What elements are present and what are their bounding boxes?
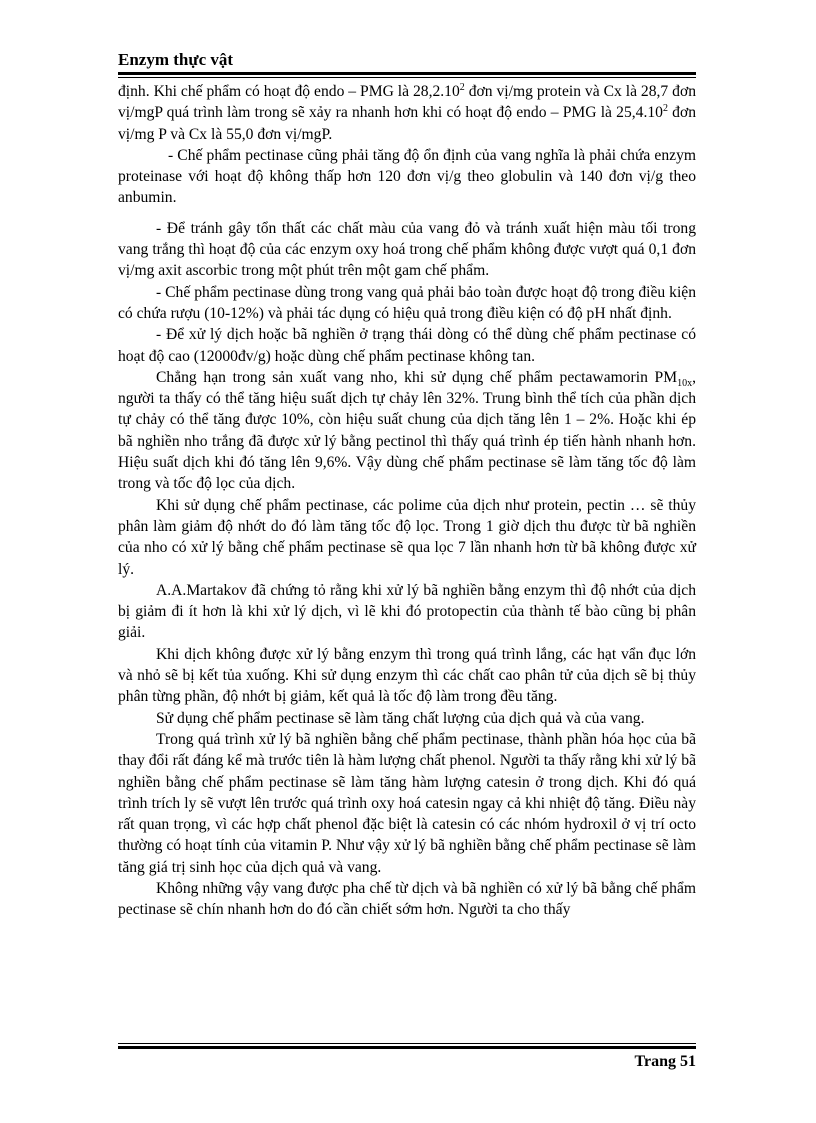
- paragraph-2: - Chế phẩm pectinase cũng phải tăng độ ổn định của vang nghĩa là phải chứa enzym proteinase với hoạt độ không thấp hơn 120 đơn vị/g theo globulin và 140 đơn vị/g theo anbumin.: [118, 146, 696, 207]
- footer-rule-thin: [118, 1043, 696, 1044]
- paragraph-7: Khi sử dụng chế phẩm pectinase, các polime của dịch như protein, pectin … sẽ thủy phân làm giảm độ nhớt do đó làm tăng tốc độ lọc. Trong 1 giờ dịch thu được từ bã nghiền của nho có xử lý bằng chế phẩm pectinase sẽ qua lọc 7 lần nhanh hơn từ bã không được xử lý.: [118, 496, 696, 578]
- running-header-title: Enzym thực vật: [118, 50, 234, 69]
- paragraph-11: Trong quá trình xử lý bã nghiền bằng chế phẩm pectinase, thành phần hóa học của bã thay đổi rất đáng kể mà trước tiên là hàm lượng chất phenol. Người ta thấy rằng khi xử lý bã nghiền bằng chế phẩm pectinase sẽ làm tăng hàm lượng catesin ở trong dịch. Khi đó quá trình trích ly sẽ vượt lên trước quá trình oxy hoá catesin ngay cả khi nhiệt độ tăng. Điều này rất quan trọng, vì các hợp chất phenol đặc biệt là catesin có các nhóm hydroxil ở vị trí octo thường có hoạt tính của vitamin P. Như vậy xử lý bã nghiền bằng chế phẩm pectinase sẽ làm tăng giá trị sinh học của dịch quả và vang.: [118, 730, 696, 876]
- paragraph-6: Chẳng hạn trong sản xuất vang nho, khi sử dụng chế phẩm pectawamorin $PM_{10x}$, người ta thấy có thể tăng hiệu suất dịch tự chảy lên 32%. Trung bình thể tích của phần dịch tự chảy có thể tăng được 10%, còn hiệu suất chung của dịch tăng lên 1 – 2%. Hoặc khi ép bã nghiền nho trắng đã được xử lý bằng pectinol thì thấy quá trình ép tiến hành nhanh hơn. Hiệu suất dịch khi đó tăng lên 9,6%. Vậy dùng chế phẩm pectinase sẽ làm tăng tốc độ làm trong và tốc độ lọc của dịch.: [118, 368, 696, 493]
- header-rule-thick: [118, 72, 696, 75]
- paragraph-8: A.A.Martakov đã chứng tỏ rằng khi xử lý bã nghiền bằng enzym thì độ nhớt của dịch bị giảm đi ít hơn là khi xử lý dịch, vì lẽ khi đó protopectin của thành tế bào cũng bị phân giải.: [118, 581, 696, 642]
- body-text: [118, 81, 696, 921]
- paragraph-9: Khi dịch không được xử lý bằng enzym thì trong quá trình lắng, các hạt vẩn đục lớn và nhỏ sẽ bị kết tủa xuống. Khi sử dụng enzym thì các chất cao phân tử của dịch sẽ bị thủy phân từng phần, độ nhớt bị giảm, kết quả là tốc độ làm trong đều tăng.: [118, 645, 696, 706]
- paragraph-5: - Để xử lý dịch hoặc bã nghiền ở trạng thái dòng có thể dùng chế phẩm pectinase có hoạt độ cao (12000đv/g) hoặc dùng chế phẩm pectinase không tan.: [118, 326, 696, 365]
- paragraph-3: - Để tránh gây tổn thất các chất màu của vang đỏ và tránh xuất hiện màu tối trong vang trắng thì hoạt độ của các enzym oxy hoá trong chế phẩm không được vượt quá 0,1 đơn vị/mg axit ascorbic trong một phút trên một gam chế phẩm.: [118, 219, 696, 280]
- paragraph-10: Sử dụng chế phẩm pectinase sẽ làm tăng chất lượng của dịch quả và của vang.: [156, 709, 645, 727]
- footer-rule-thick: [118, 1046, 696, 1049]
- paragraph-4: - Chế phẩm pectinase dùng trong vang quả phải bảo toàn được hoạt độ trong điều kiện có chứa rượu (10-12%) và phải tác dụng có hiệu quả trong điều kiện có độ pH nhất định.: [118, 283, 696, 322]
- page-number: Trang 51: [634, 1053, 696, 1070]
- header-rule-thin: [118, 77, 696, 78]
- paragraph-1: định. Khi chế phẩm có hoạt độ endo – PMG là 28,2.10$^2$ đơn vị/mg protein và Cx là 28,7 đơn vị/mgP quá trình làm trong sẽ xảy ra nhanh hơn khi có hoạt độ endo – PMG là 25,4.10$^2$ đơn vị/mg P và Cx là 55,0 đơn vị/mgP.: [118, 81, 696, 143]
- paragraph-12: Không những vậy vang được pha chế từ dịch và bã nghiền có xử lý bã bằng chế phẩm pectinase sẽ chín nhanh hơn do đó cần chiết sớm hơn. Người ta cho thấy: [118, 879, 696, 919]
